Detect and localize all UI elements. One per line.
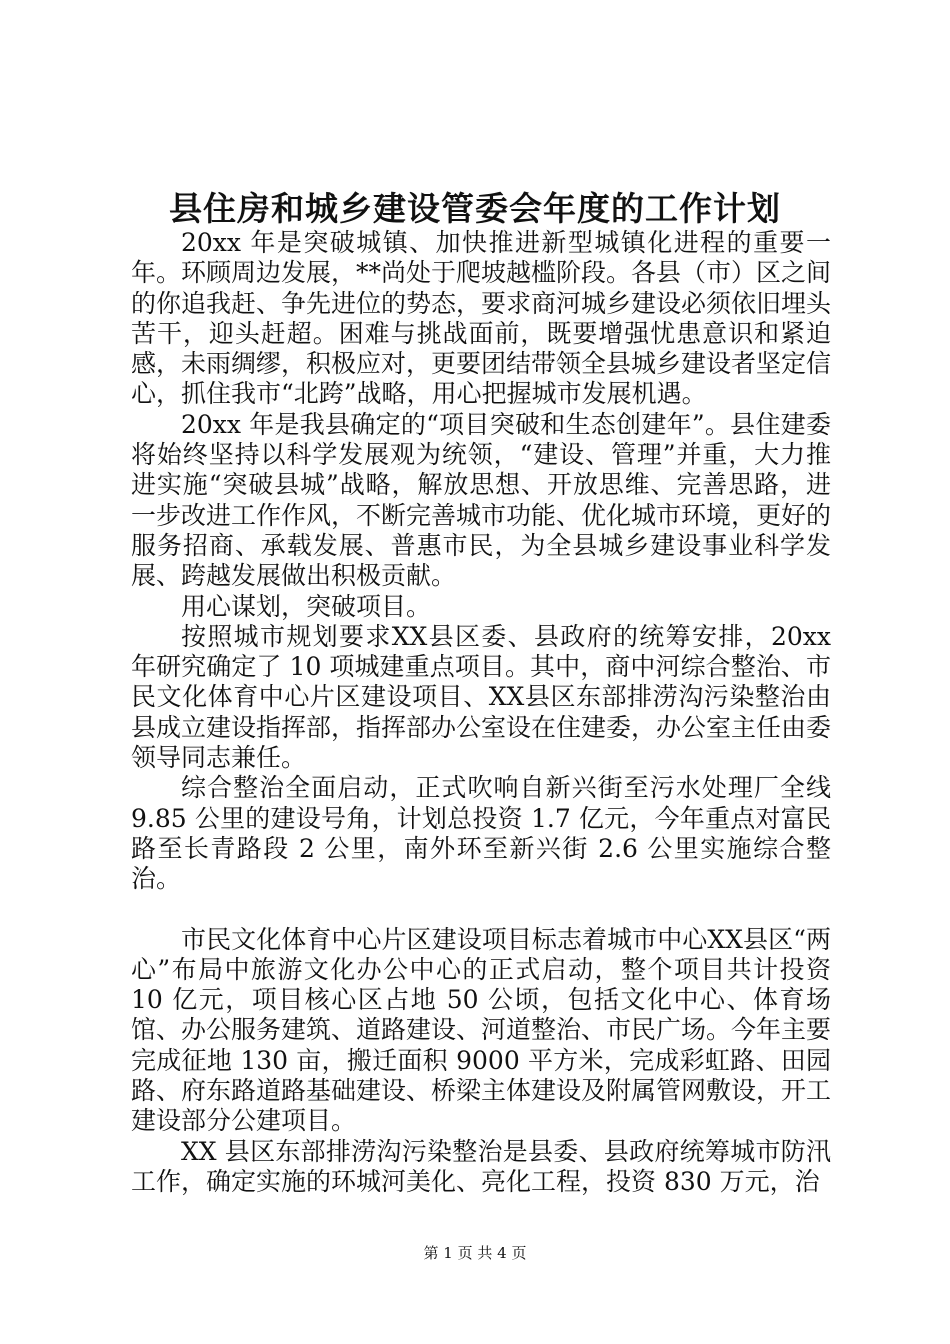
page-number-footer: 第 1 页 共 4 页: [423, 1244, 527, 1262]
paragraph: 市民文化体育中心片区建设项目标志着城市中心XX县区“两心”布局中旅游文化办公中心的正式启动，整个项目共计投资 10 亿元，项目核心区占地 50 公顷，包括文化中心、体育场馆、办公服务建筑、道路建设、河道整治、市民广场。今年主要完成征地 130 亩，搬迁面积 9000 平方米，完成彩虹路、田园路、府东路道路基础建设、桥梁主体建设及附属管网敷设，开工建设部分公建项目。: [131, 924, 832, 1136]
paragraph: 综合整治全面启动，正式吹响自新兴街至污水处理厂全线9.85 公里的建设号角，计划总投资 1.7 亿元，今年重点对富民路至长青路段 2 公里，南外环至新兴街 2.6 公里实施综合整治。: [131, 773, 831, 894]
document-title: 县住房和城乡建设管委会年度的工作计划: [169, 189, 781, 228]
paragraph: 20xx 年是突破城镇、加快推进新型城镇化进程的重要一年。环顾周边发展，**尚处于爬坡越槛阶段。各县（市）区之间的你追我赶、争先进位的势态，要求商河城乡建设必须依旧埋头苦干，迎头赶超。困难与挑战面前，既要增强忧患意识和紧迫感，未雨绸缪，积极应对，更要团结带领全县城乡建设者坚定信心，抓住我市“北跨”战略，用心把握城市发展机遇。: [131, 228, 832, 409]
paragraph: 20xx 年是我县确定的“项目突破和生态创建年”。县住建委将始终坚持以科学发展观为统领，“建设、管理”并重，大力推进实施“突破县城”战略，解放思想、开放思维、完善思路，进一步改进工作作风，不断完善城市功能、优化城市环境，更好的服务招商、承载发展、普惠市民，为全县城乡建设事业科学发展、跨越发展做出积极贡献。: [131, 409, 832, 591]
paragraph: XX 县区东部排涝沟污染整治是县委、县政府统筹城市防汛工作，确定实施的环城河美化、亮化工程，投资 830 万元，治: [131, 1136, 831, 1196]
section-heading: 用心谋划，突破项目。: [181, 591, 432, 621]
document-body: [131, 228, 831, 1197]
paragraph: 按照城市规划要求XX县区委、县政府的统筹安排，20xx 年研究确定了 10 项城建重点项目。其中，商中河综合整治、市民文化体育中心片区建设项目、XX县区东部排涝沟污染整治由县成立建设指挥部，指挥部办公室设在住建委，办公室主任由委领导同志兼任。: [131, 621, 832, 773]
